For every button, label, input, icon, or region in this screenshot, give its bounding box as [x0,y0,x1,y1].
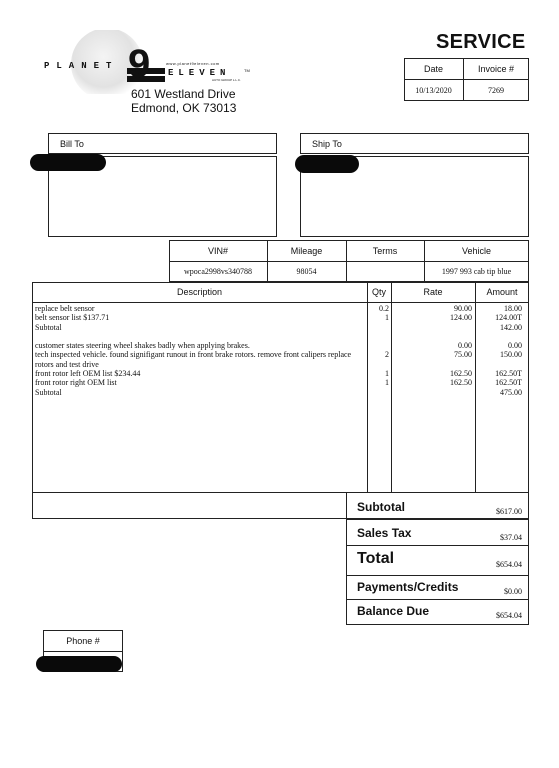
line-item-qty [367,388,389,397]
invoice-value: 7269 [488,86,504,95]
logo-url: www.planet9eleven.com [166,61,220,66]
description-column [35,304,367,397]
phone-label: Phone # [66,636,100,646]
logo-top-text: PLANET [44,61,119,71]
line-item-qty: 1 [385,313,389,323]
total-label: Total [357,550,395,567]
line-item-qty: 1 [385,378,389,388]
vin-value: wpoca2998vs340788 [184,267,252,276]
logo-number: 9 [128,42,151,86]
payments-credits-label: Payments/Credits [357,580,459,594]
mileage-label: Mileage [290,246,323,256]
bill-to-redaction [30,154,106,171]
sales-tax-value: $37.04 [500,533,522,542]
logo-tm: TM [244,68,250,73]
line-item-qty [367,360,389,369]
phone-redaction [36,656,122,672]
line-item-amount: 162.50T [495,378,522,388]
qty-column [367,304,389,397]
vehicle-value: 1997 993 cab tip blue [441,267,512,276]
line-item-rate [391,332,472,341]
line-item-amount: 18.00 [504,304,522,313]
line-item-description: front rotor right OEM list [35,378,117,388]
company-address-line2: Edmond, OK 73013 [131,101,237,115]
line-item-rate: 162.50 [450,378,472,388]
rate-header: Rate [423,287,443,297]
line-item-description: Subtotal [35,322,62,332]
line-item-qty: 2 [385,350,389,360]
line-item-qty: 1 [385,369,389,379]
line-item-amount: 142.00 [500,322,522,332]
line-item-rate [391,323,472,332]
subtotal-value: $617.00 [496,507,522,516]
company-address-line1: 601 Westland Drive [131,87,236,101]
date-value: 10/13/2020 [415,86,452,95]
subtotal-label: Subtotal [357,500,405,514]
line-item-qty: 0.2 [379,304,389,313]
line-item-description: belt sensor list $137.71 [35,313,110,323]
line-item-description: Subtotal [35,387,62,397]
line-item-description: tech inspected vehicle. found signifigant runout in front brake rotors. remove front calipers replace [35,350,352,360]
line-item-description: replace belt sensor [35,304,95,313]
line-item-amount [475,360,522,369]
line-item-rate: 90.00 [454,304,472,313]
logo-group: AUTO GROUP L.L.C. [212,78,241,82]
line-item-rate [391,360,472,369]
ship-to-redaction [295,155,359,173]
line-item-description: rotors and test drive [35,359,99,369]
mileage-value: 98054 [296,267,317,276]
line-item-amount: 150.00 [500,350,522,360]
line-item-amount [475,332,522,341]
total-value: $654.04 [496,560,522,569]
line-item-amount: 162.50T [495,369,522,379]
sales-tax-label: Sales Tax [357,526,412,540]
bill-to-label: Bill To [60,139,84,149]
line-item-qty [367,341,389,350]
line-item-rate: 162.50 [450,369,472,379]
rate-column [391,304,472,397]
invoice-label: Invoice # [477,64,515,74]
line-item-amount: 475.00 [500,387,522,397]
logo-bottom-text: ELEVEN [168,68,231,78]
vehicle-label: Vehicle [461,246,492,256]
line-item-qty [367,323,389,332]
line-item-qty [367,332,389,341]
description-header: Description [176,287,223,297]
line-item-description: front rotor left OEM list $234.44 [35,369,141,379]
line-item-rate: 75.00 [454,350,472,360]
balance-due-value: $654.04 [496,611,522,620]
line-item-amount: 124.00T [495,313,522,323]
ship-to-label: Ship To [312,139,342,149]
vin-label: VIN# [207,246,228,256]
line-item-description: customer states steering wheel shakes badly when applying brakes. [35,341,250,351]
line-item-rate: 124.00 [450,313,472,323]
line-item-description [35,332,367,341]
line-item-rate: 0.00 [458,341,472,351]
balance-due-label: Balance Due [357,604,430,618]
line-item-amount: 0.00 [508,341,522,351]
document-title: SERVICE [436,31,526,53]
line-item-rate [391,388,472,397]
qty-header: Qty [371,287,386,297]
date-label: Date [423,64,443,74]
payments-credits-value: $0.00 [504,587,522,596]
amount-header: Amount [486,287,518,297]
amount-column [475,304,522,397]
company-logo [42,30,262,90]
terms-label: Terms [372,246,398,256]
